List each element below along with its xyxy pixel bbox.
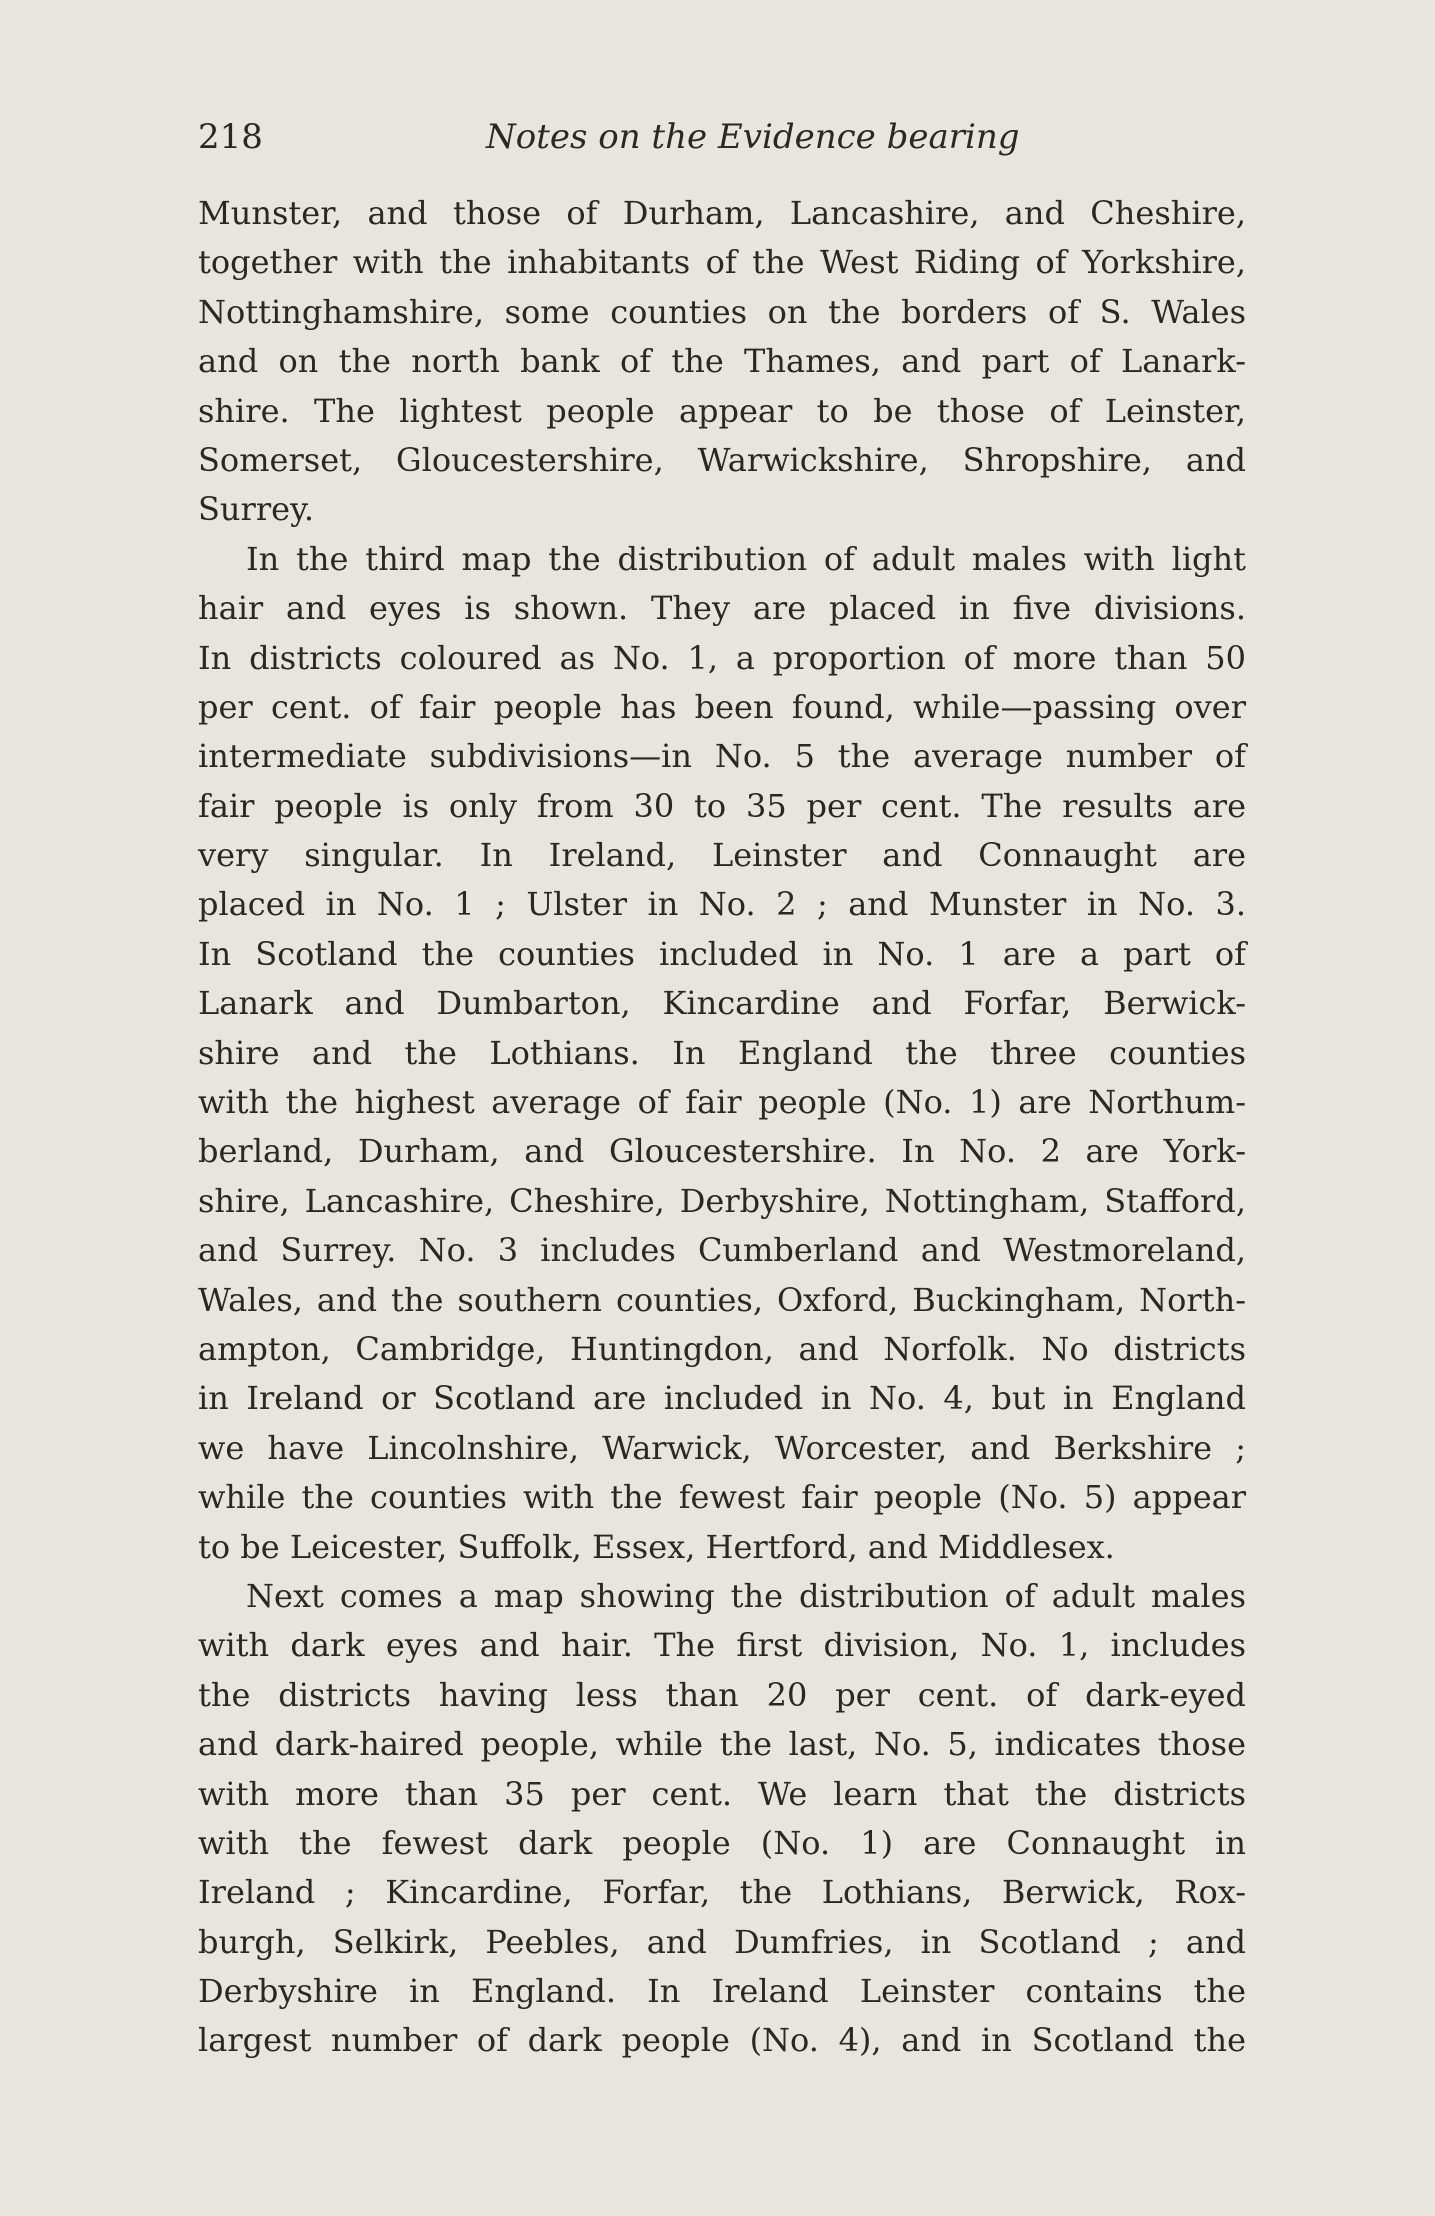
text-line: very singular. In Ireland, Leinster and Connaught are xyxy=(198,836,1246,875)
text-line: Lanark and Dumbarton, Kincardine and Forfar, Berwick- xyxy=(198,984,1246,1023)
running-head xyxy=(198,112,1246,162)
text-line: placed in No. 1 ; Ulster in No. 2 ; and Munster in No. 3. xyxy=(198,885,1246,924)
text-line: while the counties with the fewest fair people (No. 5) appear xyxy=(198,1478,1246,1517)
text-line: Nottinghamshire, some counties on the borders of S. Wales xyxy=(198,292,1246,331)
text-line: shire and the Lothians. In England the three counties xyxy=(198,1033,1246,1072)
text-line: largest number of dark people (No. 4), and in Scotland the xyxy=(198,2021,1246,2060)
text-line: hair and eyes is shown. They are placed in five divisions. xyxy=(198,589,1246,628)
text-line: with more than 35 per cent. We learn that the districts xyxy=(198,1774,1246,1813)
text-line: with the highest average of fair people (No. 1) are Northum- xyxy=(198,1083,1246,1122)
text-line: and Surrey. No. 3 includes Cumberland and Westmoreland, xyxy=(198,1231,1246,1270)
text-line: the districts having less than 20 per cent. of dark-eyed xyxy=(198,1675,1246,1714)
text-line: shire. The lightest people appear to be those of Leinster, xyxy=(198,391,1246,430)
text-line: intermediate subdivisions—in No. 5 the average number of xyxy=(198,737,1246,776)
text-line: to be Leicester, Suffolk, Essex, Hertford, and Middlesex. xyxy=(198,1527,1115,1566)
page-number: 218 xyxy=(198,117,263,157)
text-line: berland, Durham, and Gloucestershire. In No. 2 are York- xyxy=(198,1132,1246,1171)
text-line: in Ireland or Scotland are included in No. 4, but in England xyxy=(198,1379,1246,1418)
text-line: per cent. of fair people has been found, while—passing over xyxy=(198,687,1246,726)
text-line: we have Lincolnshire, Warwick, Worcester, and Berkshire ; xyxy=(198,1428,1246,1467)
text-line: Somerset, Gloucestershire, Warwickshire, Shropshire, and xyxy=(198,440,1246,479)
text-line: and dark-haired people, while the last, No. 5, indicates those xyxy=(198,1725,1246,1764)
text-line: ampton, Cambridge, Huntingdon, and Norfolk. No districts xyxy=(198,1329,1246,1368)
body-text xyxy=(198,189,1246,2066)
text-line: In districts coloured as No. 1, a proportion of more than 50 xyxy=(198,638,1246,677)
text-line: Munster, and those of Durham, Lancashire, and Cheshire, xyxy=(198,194,1246,232)
text-line: shire, Lancashire, Cheshire, Derbyshire, Nottingham, Stafford, xyxy=(198,1181,1246,1220)
text-line: Wales, and the southern counties, Oxford, Buckingham, North- xyxy=(198,1280,1246,1319)
text-line: together with the inhabitants of the West Riding of Yorkshire, xyxy=(198,243,1246,282)
text-line: Derbyshire in England. In Ireland Leinster contains the xyxy=(198,1972,1246,2011)
running-title: Notes on the Evidence bearing xyxy=(486,117,1020,157)
text-line: with the fewest dark people (No. 1) are Connaught in xyxy=(198,1823,1246,1862)
text-line: Next comes a map showing the distribution of adult males xyxy=(246,1576,1246,1615)
text-line: burgh, Selkirk, Peebles, and Dumfries, in Scotland ; and xyxy=(198,1922,1246,1961)
text-line: with dark eyes and hair. The first division, No. 1, includes xyxy=(198,1626,1246,1665)
text-line: In Scotland the counties included in No. 1 are a part of xyxy=(198,934,1246,973)
text-line: In the third map the distribution of adult males with light xyxy=(246,539,1246,578)
text-line: and on the north bank of the Thames, and part of Lanark- xyxy=(198,342,1246,381)
text-line: Ireland ; Kincardine, Forfar, the Lothians, Berwick, Rox- xyxy=(198,1873,1246,1912)
text-line: fair people is only from 30 to 35 per cent. The results are xyxy=(198,786,1246,825)
text-line: Surrey. xyxy=(198,490,315,529)
